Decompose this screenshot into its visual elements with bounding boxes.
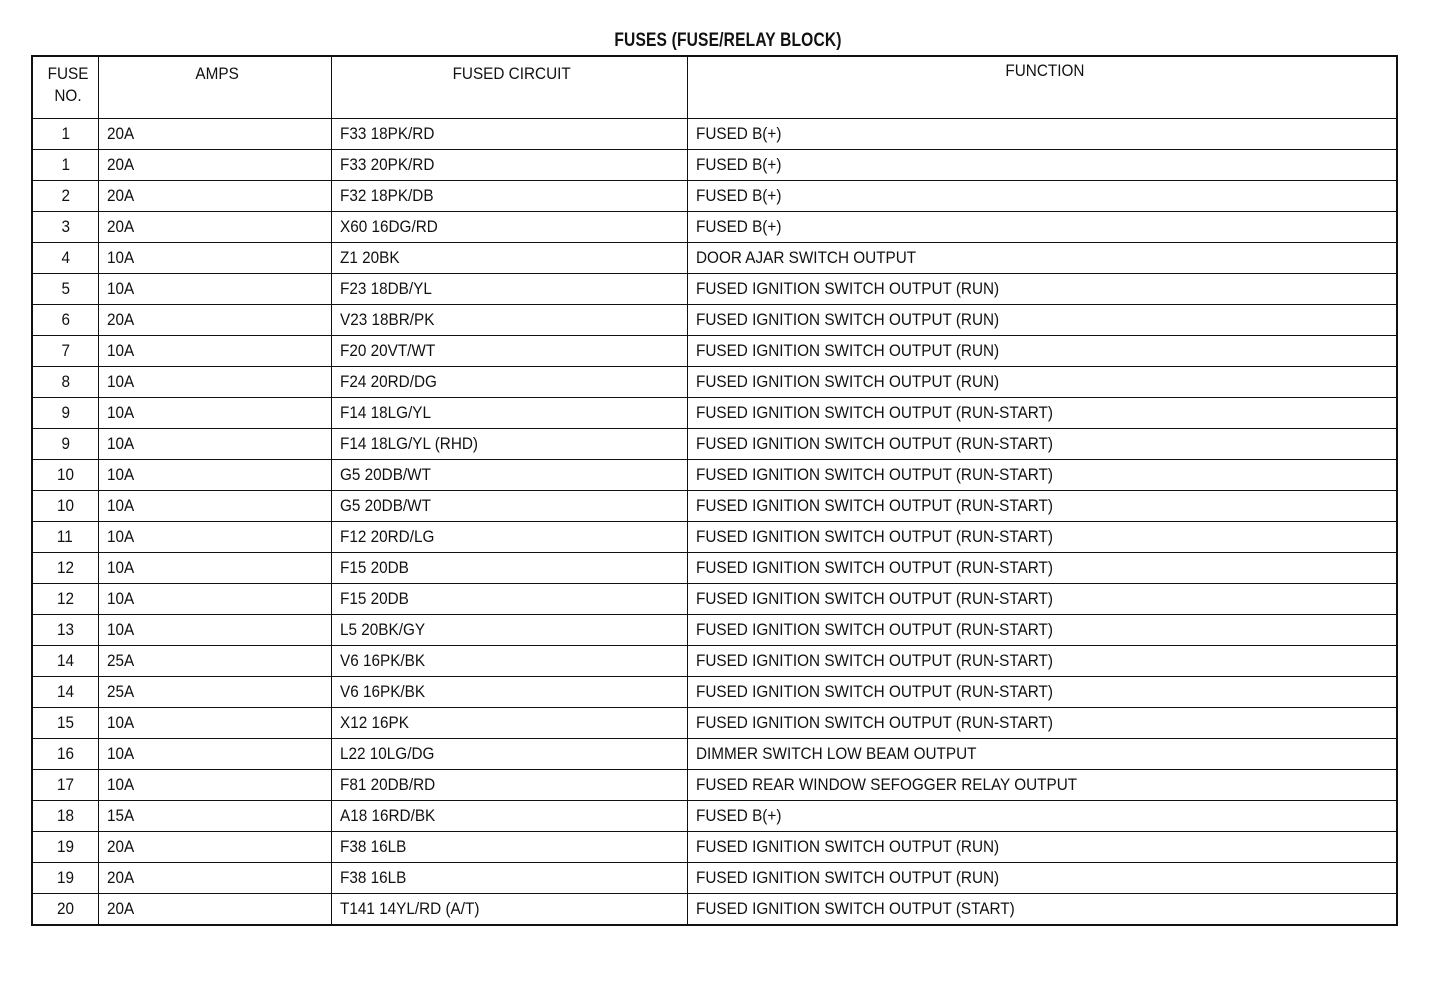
cell-fused-circuit: V6 16PK/BK: [331, 646, 687, 677]
cell-fuse-no: 15: [32, 708, 98, 739]
table-row: [32, 336, 1397, 367]
column-header-amps: AMPS: [98, 56, 331, 119]
cell-amps: 25A: [98, 677, 331, 708]
cell-amps: 20A: [98, 863, 331, 894]
cell-fuse-no: 9: [32, 429, 98, 460]
cell-amps: 10A: [98, 367, 331, 398]
cell-fused-circuit: F33 20PK/RD: [331, 150, 687, 181]
table-row: [32, 367, 1397, 398]
fuse-table-body: [32, 119, 1397, 926]
cell-amps: 20A: [98, 119, 331, 150]
cell-fused-circuit: V23 18BR/PK: [331, 305, 687, 336]
cell-function: FUSED B(+): [687, 801, 1397, 832]
cell-fused-circuit: F12 20RD/LG: [331, 522, 687, 553]
cell-function: FUSED IGNITION SWITCH OUTPUT (RUN-START): [687, 677, 1397, 708]
cell-fused-circuit: T141 14YL/RD (A/T): [331, 894, 687, 926]
cell-amps: 10A: [98, 615, 331, 646]
cell-function: FUSED IGNITION SWITCH OUTPUT (RUN): [687, 336, 1397, 367]
cell-fused-circuit: Z1 20BK: [331, 243, 687, 274]
cell-fused-circuit: F15 20DB: [331, 553, 687, 584]
cell-amps: 10A: [98, 522, 331, 553]
cell-amps: 20A: [98, 832, 331, 863]
cell-function: FUSED IGNITION SWITCH OUTPUT (RUN-START): [687, 491, 1397, 522]
cell-fuse-no: 12: [32, 584, 98, 615]
table-row: [32, 553, 1397, 584]
cell-fuse-no: 18: [32, 801, 98, 832]
cell-amps: 10A: [98, 584, 331, 615]
cell-fuse-no: 9: [32, 398, 98, 429]
cell-fused-circuit: F14 18LG/YL: [331, 398, 687, 429]
cell-fuse-no: 16: [32, 739, 98, 770]
cell-function: FUSED IGNITION SWITCH OUTPUT (RUN-START): [687, 584, 1397, 615]
cell-function: DIMMER SWITCH LOW BEAM OUTPUT: [687, 739, 1397, 770]
cell-amps: 10A: [98, 491, 331, 522]
cell-function: FUSED B(+): [687, 119, 1397, 150]
cell-function: FUSED IGNITION SWITCH OUTPUT (RUN-START): [687, 553, 1397, 584]
cell-function: FUSED IGNITION SWITCH OUTPUT (RUN-START): [687, 708, 1397, 739]
table-row: [32, 677, 1397, 708]
cell-function: FUSED IGNITION SWITCH OUTPUT (RUN-START): [687, 429, 1397, 460]
cell-fused-circuit: F24 20RD/DG: [331, 367, 687, 398]
cell-fused-circuit: L22 10LG/DG: [331, 739, 687, 770]
cell-fused-circuit: F32 18PK/DB: [331, 181, 687, 212]
cell-fused-circuit: G5 20DB/WT: [331, 460, 687, 491]
table-row: [32, 429, 1397, 460]
fuse-table: [31, 55, 1398, 926]
cell-fused-circuit: X60 16DG/RD: [331, 212, 687, 243]
table-row: [32, 150, 1397, 181]
table-title: FUSES (FUSE/RELAY BLOCK): [614, 30, 842, 51]
cell-amps: 10A: [98, 739, 331, 770]
cell-amps: 20A: [98, 305, 331, 336]
cell-function: FUSED IGNITION SWITCH OUTPUT (START): [687, 894, 1397, 926]
cell-fused-circuit: F38 16LB: [331, 832, 687, 863]
table-row: [32, 584, 1397, 615]
table-row: [32, 181, 1397, 212]
cell-fuse-no: 13: [32, 615, 98, 646]
column-header-fuse-no: FUSE NO.: [32, 56, 98, 119]
table-row: [32, 398, 1397, 429]
cell-fuse-no: 7: [32, 336, 98, 367]
cell-fused-circuit: F81 20DB/RD: [331, 770, 687, 801]
cell-fuse-no: 5: [32, 274, 98, 305]
cell-amps: 20A: [98, 894, 331, 926]
cell-fuse-no: 11: [32, 522, 98, 553]
table-row: [32, 615, 1397, 646]
table-row: [32, 119, 1397, 150]
cell-fuse-no: 2: [32, 181, 98, 212]
cell-fuse-no: 3: [32, 212, 98, 243]
cell-fuse-no: 1: [32, 119, 98, 150]
cell-function: FUSED IGNITION SWITCH OUTPUT (RUN-START): [687, 460, 1397, 491]
cell-function: FUSED IGNITION SWITCH OUTPUT (RUN): [687, 274, 1397, 305]
column-header-function: FUNCTION: [687, 56, 1397, 119]
cell-amps: 10A: [98, 708, 331, 739]
cell-function: FUSED REAR WINDOW SEFOGGER RELAY OUTPUT: [687, 770, 1397, 801]
cell-function: FUSED B(+): [687, 181, 1397, 212]
table-row: [32, 212, 1397, 243]
table-row: [32, 863, 1397, 894]
cell-amps: 15A: [98, 801, 331, 832]
table-row: [32, 491, 1397, 522]
cell-fused-circuit: F38 16LB: [331, 863, 687, 894]
cell-amps: 10A: [98, 243, 331, 274]
table-row: [32, 522, 1397, 553]
cell-function: DOOR AJAR SWITCH OUTPUT: [687, 243, 1397, 274]
cell-amps: 10A: [98, 398, 331, 429]
cell-fuse-no: 19: [32, 832, 98, 863]
cell-amps: 10A: [98, 770, 331, 801]
cell-fused-circuit: F14 18LG/YL (RHD): [331, 429, 687, 460]
cell-function: FUSED IGNITION SWITCH OUTPUT (RUN-START): [687, 615, 1397, 646]
cell-amps: 20A: [98, 212, 331, 243]
table-row: [32, 770, 1397, 801]
cell-fused-circuit: X12 16PK: [331, 708, 687, 739]
cell-amps: 10A: [98, 336, 331, 367]
cell-fused-circuit: V6 16PK/BK: [331, 677, 687, 708]
cell-fuse-no: 10: [32, 460, 98, 491]
table-row: [32, 801, 1397, 832]
cell-fuse-no: 20: [32, 894, 98, 926]
cell-amps: 10A: [98, 460, 331, 491]
cell-fuse-no: 17: [32, 770, 98, 801]
cell-fuse-no: 14: [32, 677, 98, 708]
cell-fuse-no: 19: [32, 863, 98, 894]
cell-function: FUSED IGNITION SWITCH OUTPUT (RUN): [687, 305, 1397, 336]
cell-amps: 25A: [98, 646, 331, 677]
cell-fuse-no: 8: [32, 367, 98, 398]
cell-fused-circuit: F15 20DB: [331, 584, 687, 615]
cell-function: FUSED B(+): [687, 150, 1397, 181]
cell-amps: 10A: [98, 553, 331, 584]
table-row: [32, 708, 1397, 739]
cell-fused-circuit: F23 18DB/YL: [331, 274, 687, 305]
cell-function: FUSED IGNITION SWITCH OUTPUT (RUN-START): [687, 646, 1397, 677]
cell-fuse-no: 12: [32, 553, 98, 584]
table-row: [32, 894, 1397, 926]
header-row: [32, 56, 1397, 119]
cell-fused-circuit: G5 20DB/WT: [331, 491, 687, 522]
cell-fuse-no: 14: [32, 646, 98, 677]
cell-fused-circuit: F33 18PK/RD: [331, 119, 687, 150]
cell-function: FUSED IGNITION SWITCH OUTPUT (RUN): [687, 832, 1397, 863]
cell-function: FUSED IGNITION SWITCH OUTPUT (RUN): [687, 863, 1397, 894]
cell-function: FUSED B(+): [687, 212, 1397, 243]
column-header-fused-circuit: FUSED CIRCUIT: [331, 56, 687, 119]
cell-amps: 20A: [98, 150, 331, 181]
table-row: [32, 274, 1397, 305]
cell-fused-circuit: F20 20VT/WT: [331, 336, 687, 367]
cell-fuse-no: 4: [32, 243, 98, 274]
cell-amps: 10A: [98, 274, 331, 305]
cell-fuse-no: 1: [32, 150, 98, 181]
cell-amps: 10A: [98, 429, 331, 460]
table-row: [32, 305, 1397, 336]
table-row: [32, 832, 1397, 863]
table-row: [32, 646, 1397, 677]
table-row: [32, 460, 1397, 491]
cell-function: FUSED IGNITION SWITCH OUTPUT (RUN-START): [687, 398, 1397, 429]
cell-amps: 20A: [98, 181, 331, 212]
table-row: [32, 739, 1397, 770]
cell-fuse-no: 10: [32, 491, 98, 522]
cell-function: FUSED IGNITION SWITCH OUTPUT (RUN): [687, 367, 1397, 398]
cell-fuse-no: 6: [32, 305, 98, 336]
cell-fused-circuit: L5 20BK/GY: [331, 615, 687, 646]
cell-fused-circuit: A18 16RD/BK: [331, 801, 687, 832]
cell-function: FUSED IGNITION SWITCH OUTPUT (RUN-START): [687, 522, 1397, 553]
table-row: [32, 243, 1397, 274]
